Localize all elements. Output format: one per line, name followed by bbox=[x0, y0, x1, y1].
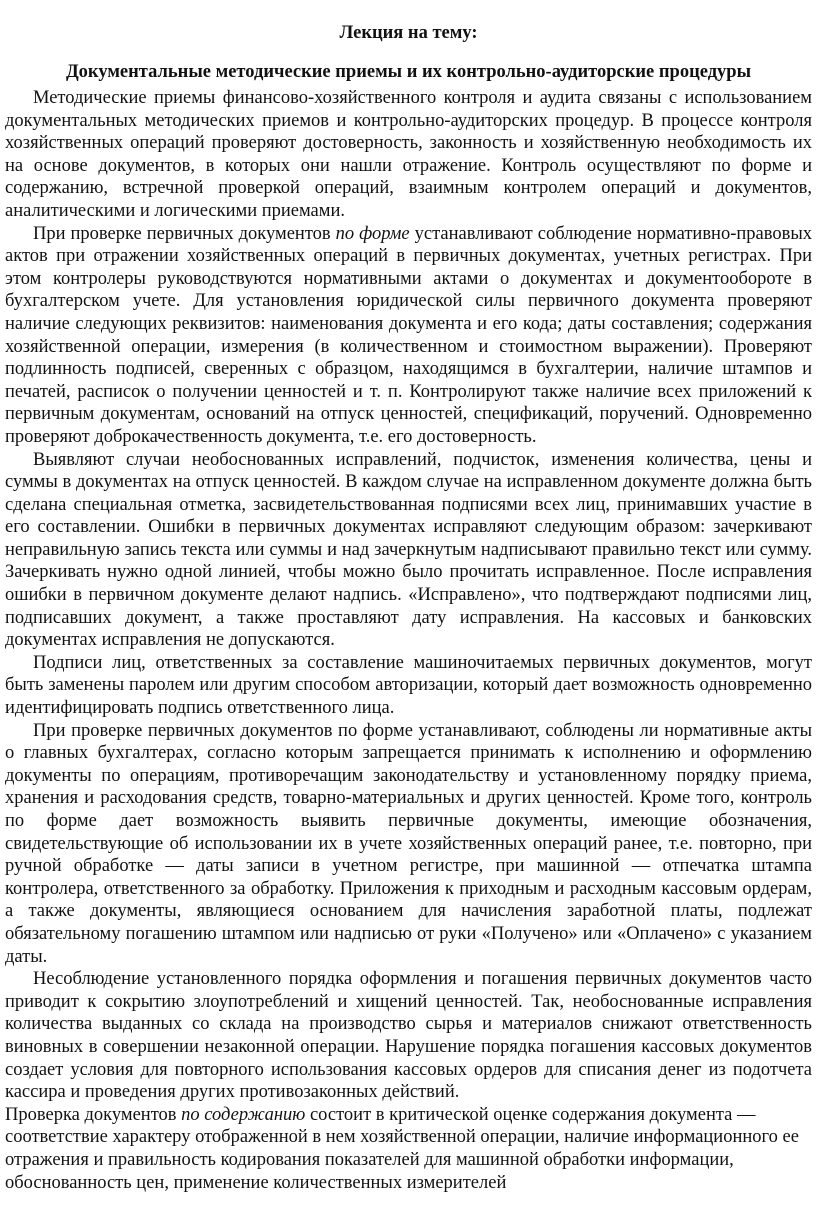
paragraph-7 bbox=[5, 1104, 812, 1194]
paragraph-1: Методические приемы финансово-хозяйственного контроля и аудита связаны с использованием документальных методических приемов и контрольно-аудиторских процедур. В процессе контроля хозяйственных операций проверяют достоверность, законность и хозяйственную необходимость их на основе документов, в которых они нашли отражение. Контроль осуществляют по форме и содержанию, встречной проверкой операций, взаимным контролем операций и документов, аналитическими и логическими приемами. bbox=[5, 88, 812, 221]
paragraph-7-rest: состоит в критической оценке содержания документа — соответствие характеру отображенной в нем хозяйственной операции, наличие информационного ее отражения и правильность кодирования показателей для машинной обработки информации, обоснованность цен, применение количественных измерителей bbox=[5, 1104, 799, 1193]
paragraph-2-emphasis: по форме bbox=[335, 223, 410, 244]
paragraph-6: Несоблюдение установленного порядка оформления и погашения первичных документов часто приводит к сокрытию злоупотреблений и хищений ценностей. Так, необоснованные исправления количества выданных со склада на производство сырья и материалов снижают ответственность виновных в совершении незаконной операции. Нарушение порядка погашения кассовых документов создает условия для повторного использования кассовых ордеров для списания денег из подотчета кассира и проведения других противозаконных действий. bbox=[5, 969, 812, 1103]
paragraph-4: Подписи лиц, ответственных за составление машиночитаемых первичных документов, могут быть заменены паролем или другим способом авторизации, который дает возможность одновременно идентифицировать подпись ответственного лица. bbox=[5, 652, 812, 719]
paragraph-7-start: Проверка документов bbox=[5, 1104, 182, 1125]
lecture-subtitle: Документальные методические приемы и их контрольно-аудиторские процедуры bbox=[65, 62, 752, 82]
lecture-title: Лекция на тему: bbox=[339, 23, 478, 43]
paragraph-7-emphasis: по содержанию bbox=[181, 1104, 306, 1125]
paragraph-5: При проверке первичных документов по форме устанавливают, соблюдены ли нормативные акты о главных бухгалтерах, согласно которым запрещается принимать к исполнению и оформлению документы по операциям, противоречащим законодательству и установленному порядку приема, хранения и расходования средств, товарно-материальных и других ценностей. Кроме того, контроль по форме дает возможность выявить первичные документы, имеющие обозначения, свидетельствующие об использовании их в учете хозяйственных операций ранее, т.е. повторно, при ручной обработке — даты записи в учетном регистре, при машинной — отпечатка штампа контролера, ответственного за обработку. Приложения к приходным и расходным кассовым ордерам, а также документы, являющиеся основанием для начисления заработной платы, подлежат обязательному погашению штампом или надписью от руки «Получено» или «Оплачено» с указанием даты. bbox=[5, 720, 812, 967]
paragraph-3: Выявляют случаи необоснованных исправлений, подчисток, изменения количества, цены и суммы в документах на отпуск ценностей. В каждом случае на исправленном документе должна быть сделана специальная отметка, засвидетельствованная подписями всех лиц, принимавших участие в его составлении. Ошибки в первичных документах исправляют следующим образом: зачеркивают неправильную запись текста или суммы и над зачеркнутым надписывают правильно текст или сумму. Зачеркивать нужно одной линией, чтобы можно было прочитать исправленное. После исправления ошибки в первичном документе делают надпись. «Исправлено», что подтверждают подписями лиц, подписавших документ, а также проставляют дату исправления. На кассовых и банковских документах исправления не допускаются. bbox=[5, 449, 812, 651]
paragraph-2 bbox=[5, 223, 812, 449]
paragraph-2-rest: устанавливают соблюдение нормативно-правовых актов при отражении хозяйственных операций в первичных документах, учетных регистрах. При этом контролеры руководствуются нормативными актами о документах и документообороте в бухгалтерском учете. Для установления юридической силы первичного документа проверяют наличие следующих реквизитов: наименования документа и его кода; даты составления; содержания хозяйственной операции, измерения (в количественном и стоимостном выражении). Проверяют подлинность подписей, сверенных с образцом, находящимся в бухгалтерии, наличие штампов и печатей, расписок о получении ценностей и т. п. Контролируют также наличие всех приложений к первичным документам, оснований на отпуск ценностей, спецификаций, поручений. Одновременно проверяют доброкачественность документа, т.е. его достоверность. bbox=[5, 223, 812, 447]
paragraph-2-start: При проверке первичных документов bbox=[33, 223, 336, 244]
